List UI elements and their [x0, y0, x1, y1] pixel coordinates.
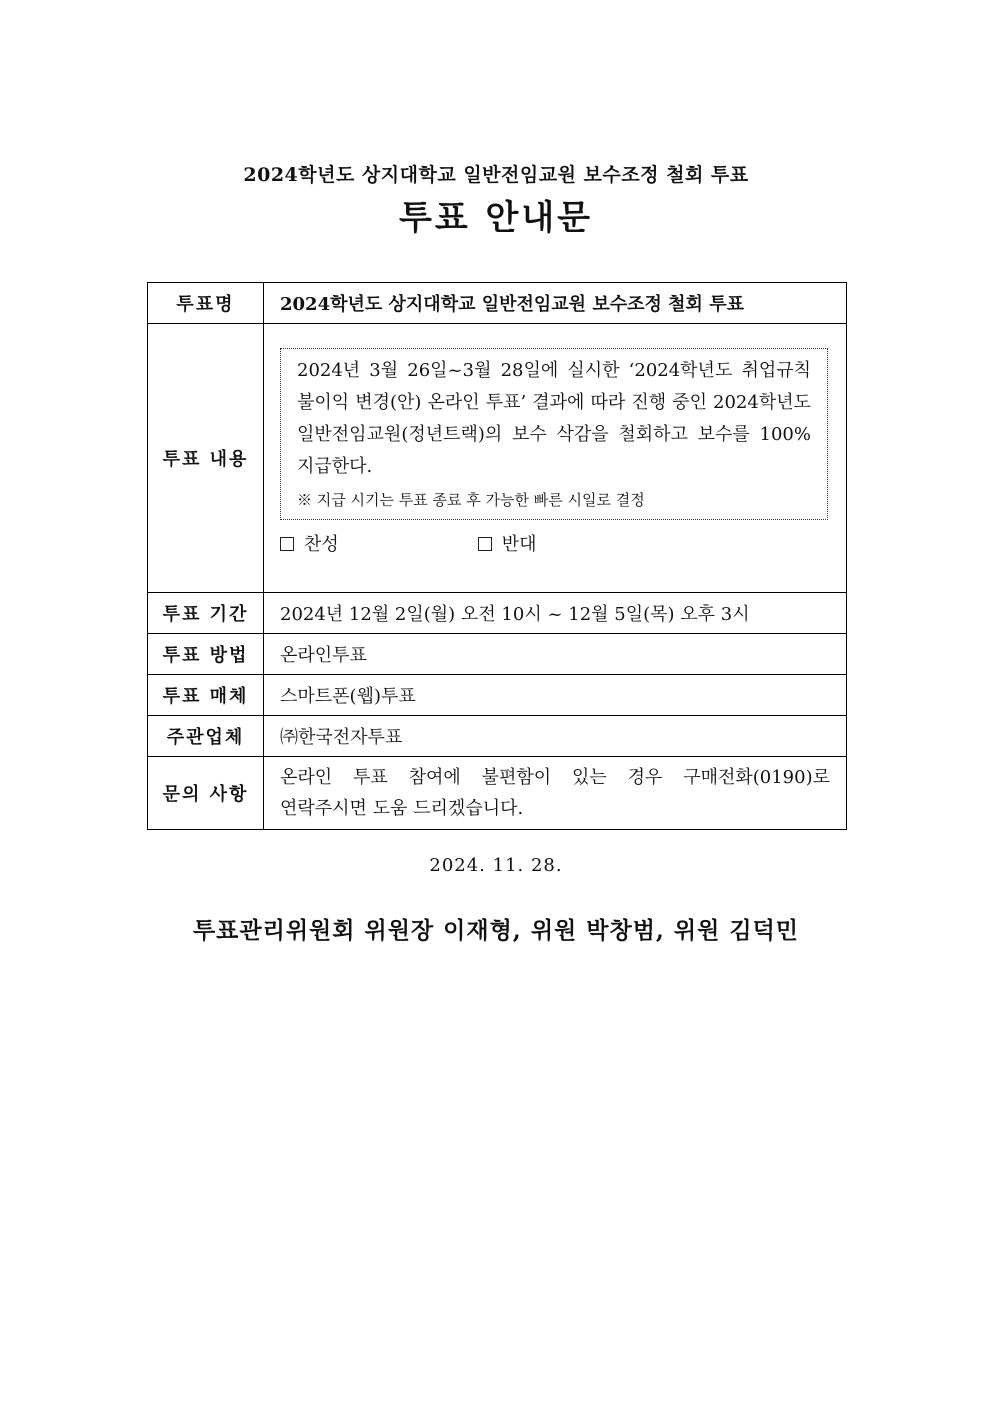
document-subtitle: 2024학년도 상지대학교 일반전임교원 보수조정 철회 투표	[243, 164, 749, 186]
vote-choices	[280, 532, 828, 558]
choice-no[interactable]	[478, 532, 670, 558]
organizer-value: ㈜한국전자투표	[264, 716, 847, 757]
checkbox-icon[interactable]	[478, 537, 492, 551]
table-row	[148, 716, 847, 757]
committee-signature: 투표관리위원회 위원장 이재형, 위원 박창범, 위원 김덕민	[192, 917, 800, 944]
document-date: 2024. 11. 28.	[429, 855, 563, 876]
document-title: 투표 안내문	[398, 198, 594, 238]
vote-method-label: 투표 방법	[148, 634, 264, 675]
vote-medium-value: 스마트폰(웹)투표	[264, 675, 847, 716]
checkbox-icon[interactable]	[280, 537, 294, 551]
vote-name-label: 투표명	[148, 283, 264, 324]
table-row	[148, 283, 847, 324]
vote-info-table	[147, 282, 847, 830]
vote-content-note: ※ 지급 시기는 투표 종료 후 가능한 빠른 시일로 결정	[297, 491, 645, 509]
inquiry-value: 온라인 투표 참여에 불편함이 있는 경우 구매전화(0190)로 연락주시면 도움 드리겠습니다.	[264, 757, 847, 830]
vote-method-value: 온라인투표	[264, 634, 847, 675]
table-row	[148, 593, 847, 634]
vote-content-box	[280, 348, 828, 520]
vote-content-cell	[264, 324, 847, 593]
table-row	[148, 324, 847, 593]
choice-no-label: 반대	[501, 534, 537, 555]
vote-period-value: 2024년 12월 2일(월) 오전 10시 ~ 12월 5일(목) 오후 3시	[264, 593, 847, 634]
choice-yes[interactable]	[280, 532, 472, 558]
table-row	[148, 675, 847, 716]
table-row	[148, 757, 847, 830]
vote-content-label: 투표 내용	[148, 324, 264, 593]
choice-yes-label: 찬성	[304, 534, 339, 555]
organizer-label: 주관업체	[148, 716, 264, 757]
vote-period-label: 투표 기간	[148, 593, 264, 634]
vote-name-value: 2024학년도 상지대학교 일반전임교원 보수조정 철회 투표	[264, 283, 847, 324]
vote-content-text: 2024년 3월 26일~3월 28일에 실시한 ‘2024학년도 취업규칙 불이익 변경(안) 온라인 투표’ 결과에 따라 진행 중인 2024학년도 일반전임교원(정년트랙)의 보수 삭감을 철회하고 보수를 100% 지급한다.	[297, 360, 811, 477]
vote-medium-label: 투표 매체	[148, 675, 264, 716]
inquiry-label: 문의 사항	[148, 757, 264, 830]
table-row	[148, 634, 847, 675]
